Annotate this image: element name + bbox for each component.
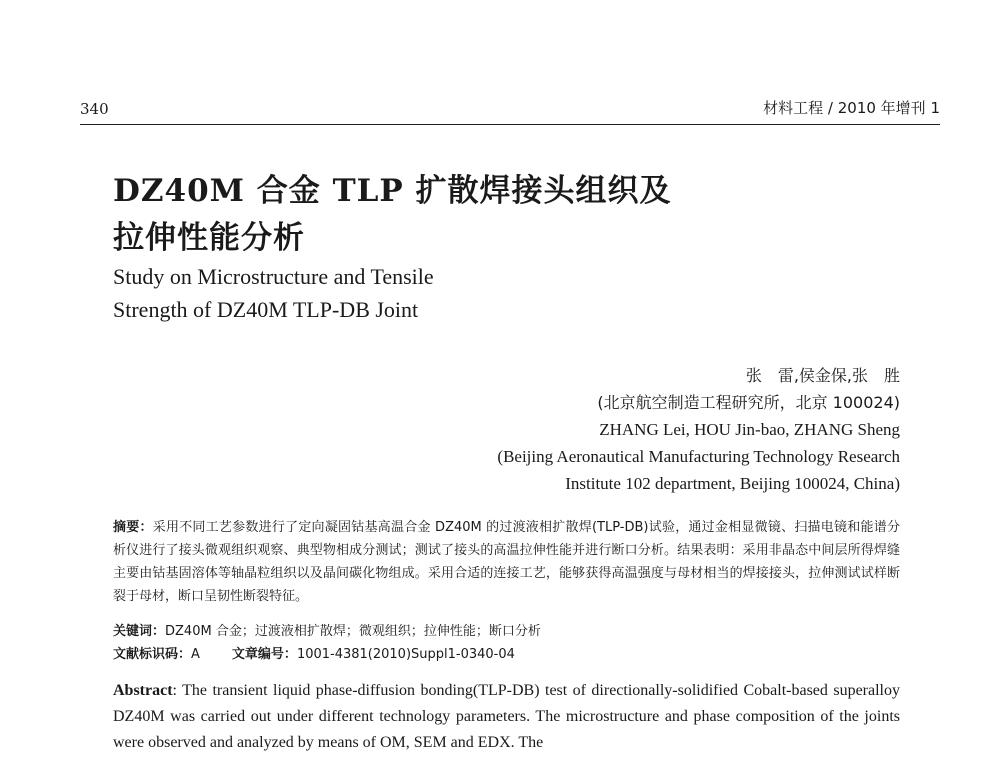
chinese-title-line-1: DZ40M 合金 TLP 扩散焊接头组织及 (113, 173, 672, 209)
page-number: 340 (80, 100, 109, 118)
doc-code-value: A (191, 647, 200, 662)
keywords-label: 关键词： (113, 624, 166, 639)
keywords-text: DZ40M 合金；过渡液相扩散焊；微观组织；拉伸性能；断口分析 (165, 624, 541, 639)
article-number-label: 文章编号： (231, 647, 297, 662)
chinese-title (113, 168, 833, 262)
authors-en: ZHANG Lei, HOU Jin-bao, ZHANG Sheng (599, 420, 900, 439)
doc-code-label: 文献标识码： (113, 647, 192, 662)
abstract-en (113, 678, 900, 756)
chinese-title-line-2: 拉伸性能分析 (113, 220, 305, 256)
abstract-cn-text: 采用不同工艺参数进行了定向凝固钴基高温合金 DZ40M 的过渡液相扩散焊(TLP-DB)试验，通过金相显微镜、扫描电镜和能谱分析仪进行了接头微观组织观察、典型物相成分测试；测试了接头的高温拉伸性能并进行断口分析。结果表明：采用非晶态中间层所得焊缝主要由钴基固溶体等轴晶粒组织以及晶间碳化物组成。采用合适的连接工艺，能够获得高温强度与母材相当的焊接接头，拉伸测试试样断裂于母材，断口呈韧性断裂特征。 (113, 520, 900, 604)
article-number-value: 1001-4381(2010)Suppl1-0340-04 (296, 647, 515, 662)
classification (113, 643, 900, 662)
abstract-en-label: Abstract (113, 682, 173, 699)
english-title-line-1: Study on Microstructure and Tensile (113, 264, 434, 289)
abstract-cn-label: 摘要： (113, 520, 153, 535)
affiliation-cn: (北京航空制造工程研究所，北京 100024) (597, 393, 900, 412)
journal-citation: 材料工程 / 2010 年增刊 1 (763, 99, 940, 117)
abstract-en-text: : The transient liquid phase-diffusion bonding(TLP-DB) test of directionally-solidified Cobalt-based superalloy DZ40M was carried out under different technology parameters. The microstructure and phase composition of the joints were observed and analyzed by means of OM, SEM and EDX. The (113, 682, 900, 751)
affiliation-en-line-1: (Beijing Aeronautical Manufacturing Technology Research (497, 447, 900, 466)
abstract-cn (113, 516, 900, 608)
english-title (113, 260, 833, 326)
authors-cn: 张 雷,侯金保,张 胜 (745, 366, 900, 385)
running-header (80, 96, 940, 125)
keywords (113, 620, 900, 639)
author-block (497, 362, 900, 497)
english-title-line-2: Strength of DZ40M TLP-DB Joint (113, 297, 419, 322)
affiliation-en-line-2: Institute 102 department, Beijing 100024, China) (565, 474, 900, 493)
